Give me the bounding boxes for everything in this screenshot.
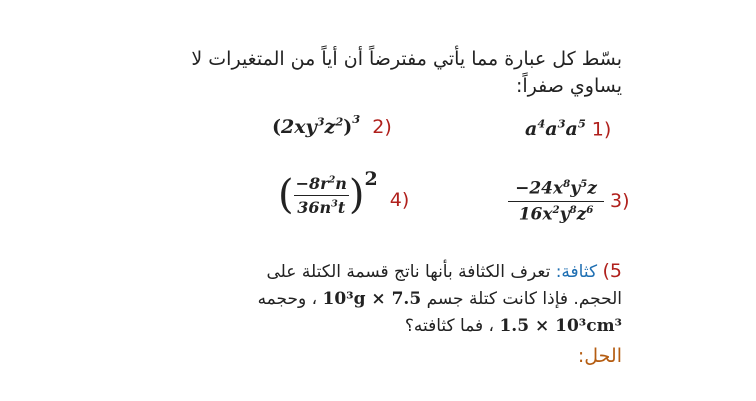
- problem-5-mass: 10³g × 7.5: [322, 289, 422, 309]
- problem-1-expression: $a^4a^3a^5$: [525, 117, 586, 141]
- problem-3-fraction: $\frac{-24x^8y^5z}{16x^2y^8z^6}$: [508, 178, 604, 224]
- solution-label: الحل:: [577, 345, 622, 367]
- problem-5-volume: 1.5 × 10³cm³: [499, 316, 622, 336]
- problem-4: ( $\frac{-8r^2n}{36n^3t}$ ) 2 4): [278, 168, 410, 218]
- problem-5-text-1: تعرف الكثافة بأنها ناتج قسمة الكتلة على: [266, 262, 551, 282]
- problem-2: [272, 112, 392, 138]
- problem-5-text-2b: ، وحجمه: [257, 289, 318, 309]
- problem-2-number: 2): [372, 116, 392, 138]
- problem-5-text-3: ، فما كثافته؟: [404, 316, 495, 336]
- instructions: بسّط كل عبارة مما يأتي مفترضاً أن أياً من المتغيرات لا يساوي صفراً:: [191, 48, 622, 97]
- problem-3: [508, 178, 630, 224]
- problem-1: [525, 117, 611, 140]
- problem-5-number: 5): [602, 260, 622, 282]
- problem-1-number: 1): [591, 118, 612, 141]
- problem-4-fraction: $\frac{-8r^2n}{36n^3t}$: [295, 173, 347, 217]
- problem-3-number: 3): [610, 190, 630, 213]
- problem-5: [162, 258, 622, 340]
- problem-4-number: 4): [389, 189, 410, 211]
- problem-2-expression: $(2xy^3z^2)^3$: [272, 112, 361, 138]
- problem-5-term: كثافة:: [555, 262, 598, 282]
- problem-5-text-2: الحجم. فإذا كانت كتلة جسم: [426, 289, 622, 309]
